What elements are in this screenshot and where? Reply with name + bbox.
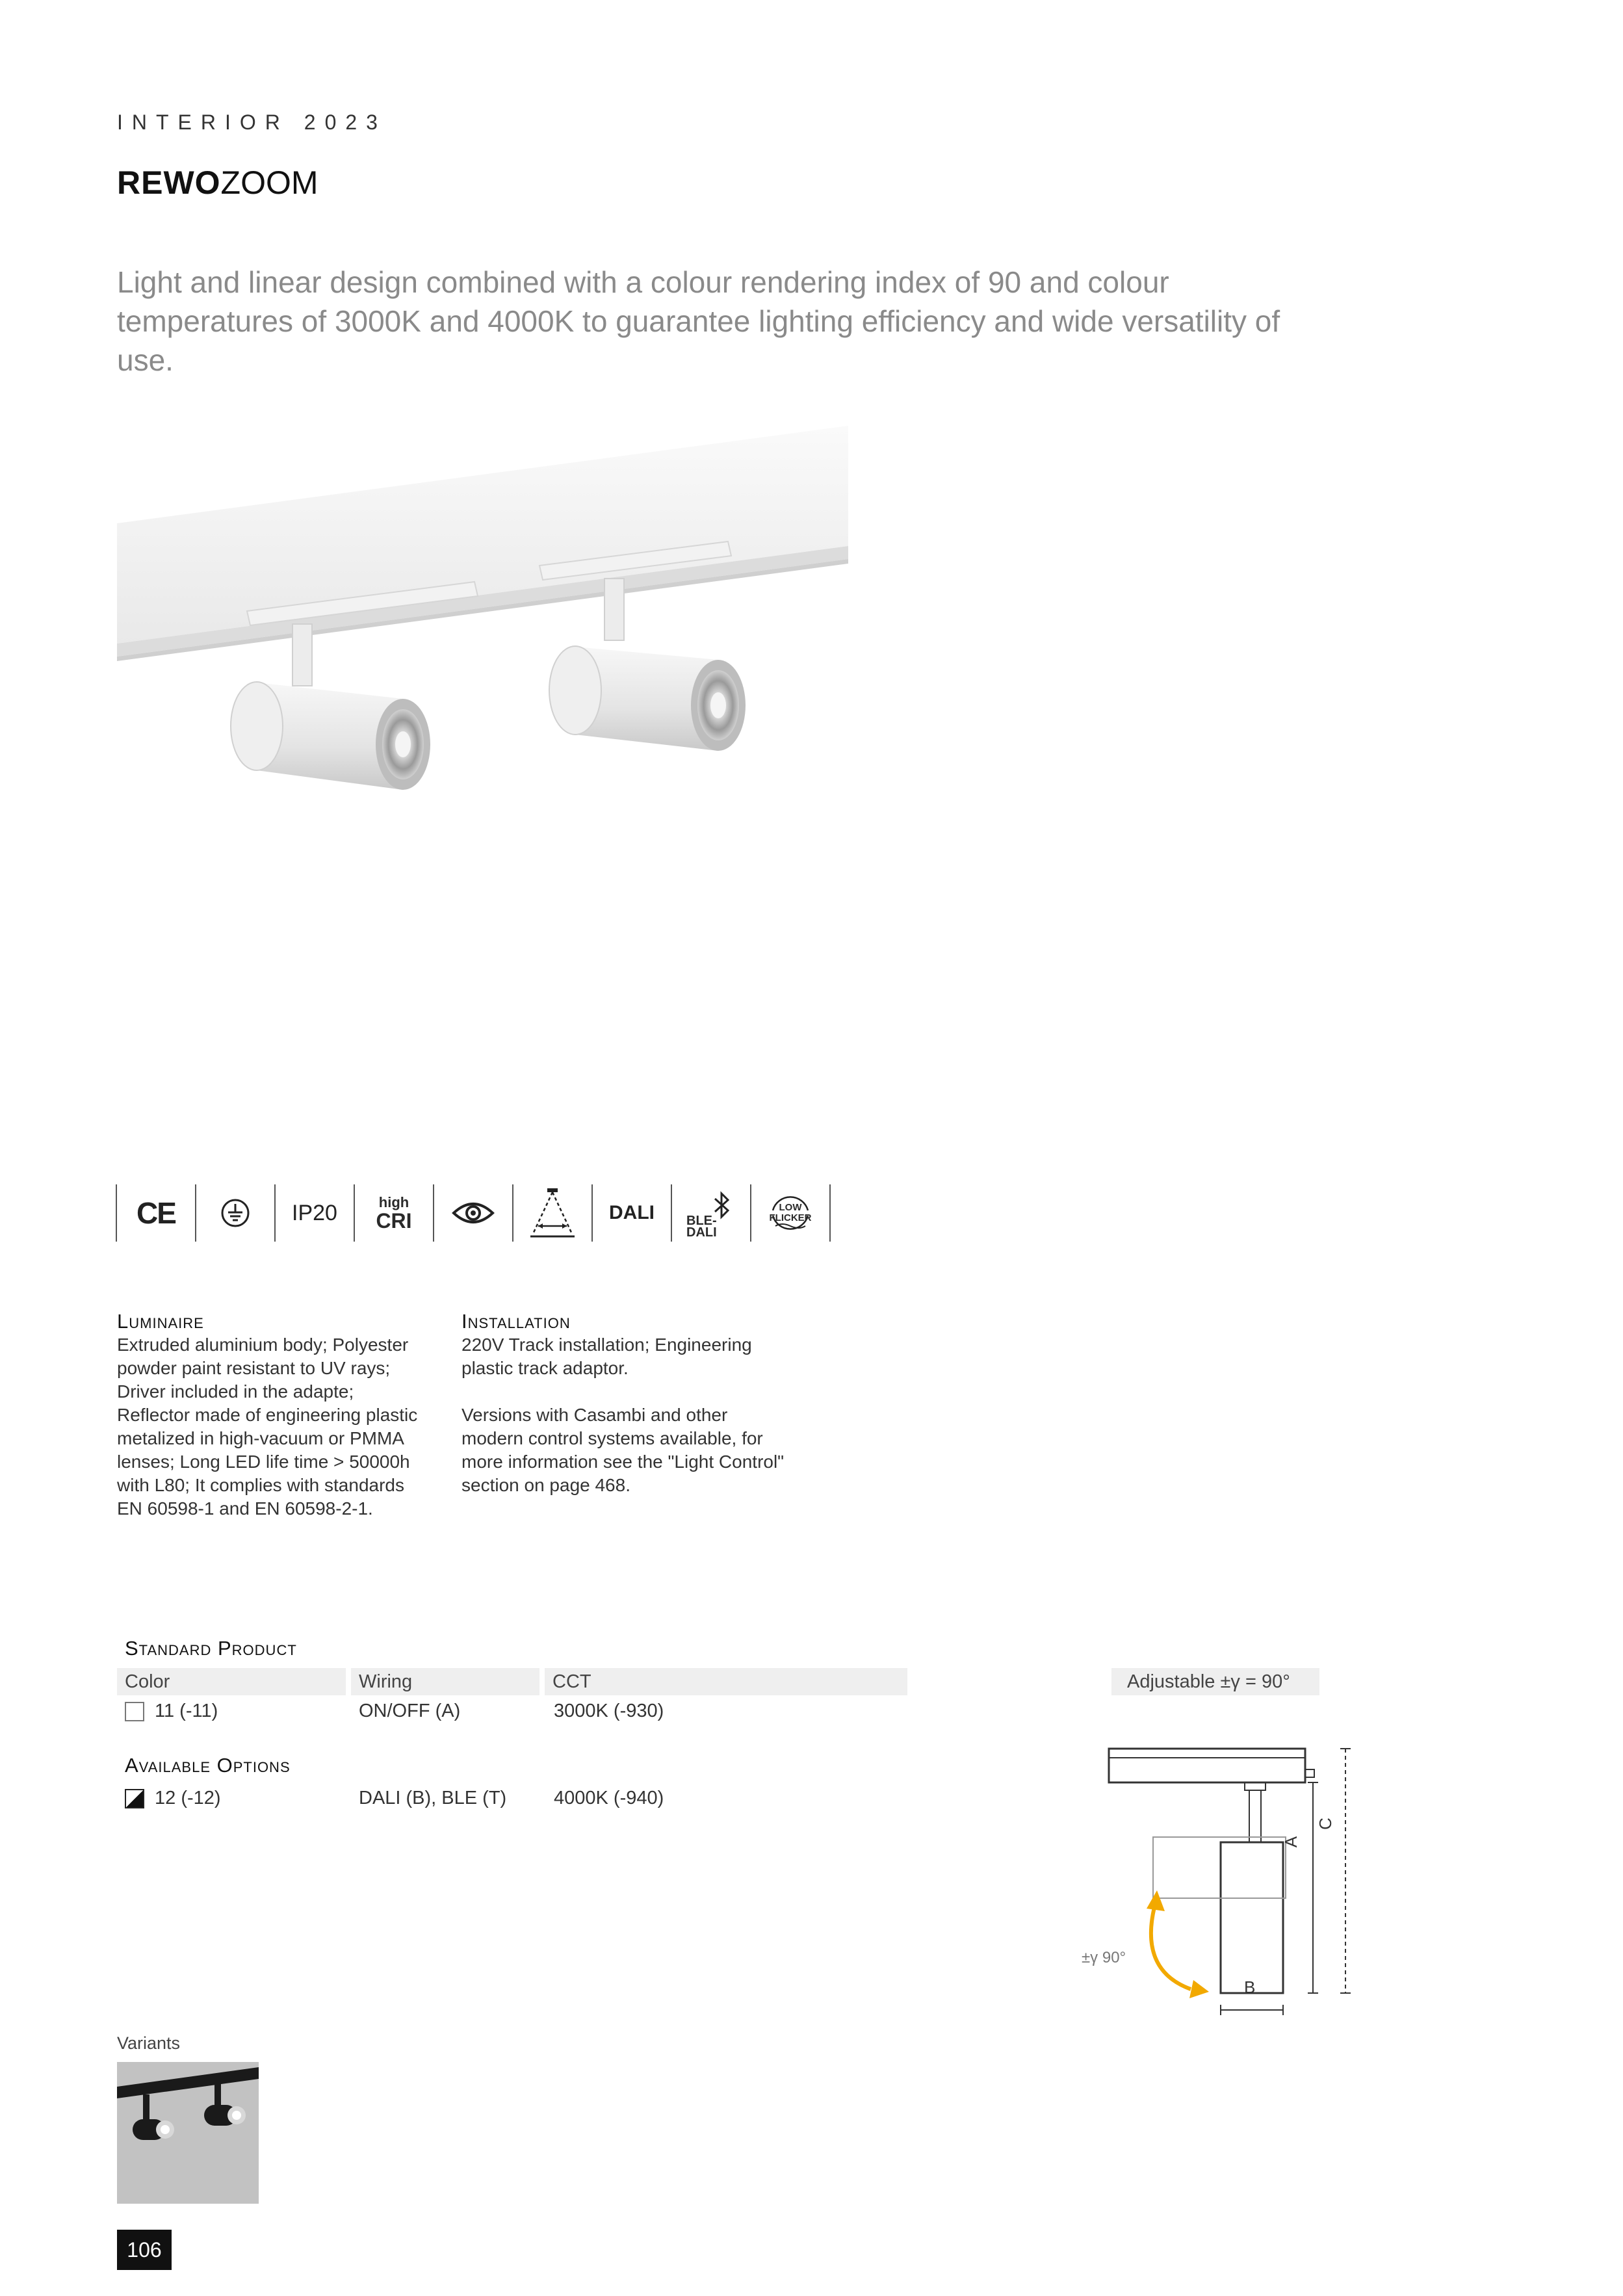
color-swatch-white [125,1702,144,1721]
icon-cell-ble [671,1184,750,1242]
dimension-a-label: A [1281,1836,1301,1848]
product-title-light: ZOOM [220,164,318,201]
high-cri-top: high [378,1194,409,1210]
standard-wiring: ON/OFF (A) [359,1701,461,1721]
product-title-bold: REWO [117,164,221,201]
rotation-angle-label: ±γ 90° [1082,1949,1126,1966]
column-gap [346,1668,351,1695]
low-flicker-bottom: FLICKER [769,1212,812,1223]
adjustable-beam-icon [528,1187,577,1239]
low-flicker-top: LOW [779,1202,802,1213]
dimension-diagram [1079,1729,1365,2015]
standard-color: 11 (-11) [155,1701,218,1721]
dimension-c-label: C [1315,1818,1335,1830]
luminaire-text: Extruded aluminium body; Polyester powder paint resistant to UV rays; Driver included in the adapte; Reflector made of engineering plastic metalized in high-vacuum or PMMA lenses; Long LED life time > 50000h with L80; It complies with standards EN 60598-1 and EN 60598-2-1. [117,1335,418,1519]
icon-cell-flicker [750,1184,831,1242]
dimension-b-label: B [1244,1977,1256,1997]
eye-icon [452,1200,495,1226]
installation-section [461,1310,786,1497]
table-header [117,1668,907,1695]
icon-cell-eye [433,1184,512,1242]
luminaire-heading: Luminaire [117,1310,204,1333]
page-number: 106 [117,2230,172,2270]
icon-cell-dali [591,1184,671,1242]
icon-cell-beam [512,1184,591,1242]
intro-paragraph: Light and linear design combined with a colour rendering index of 90 and colour temperatures of 3000K and 4000K to guarantee lighting efficiency and wide versatility of use. [117,265,1280,377]
high-cri-icon: CRI [376,1209,412,1233]
option-color: 12 (-12) [155,1788,221,1808]
product-title [117,164,318,202]
earth-ground-icon [220,1198,250,1228]
ip-rating-icon: IP20 [292,1200,337,1225]
icon-cell-cri [354,1184,433,1242]
icon-cell-ip [274,1184,354,1242]
ble-dali-top: BLE- [686,1214,717,1228]
available-options-heading: Available Options [125,1754,291,1777]
variants-label: Variants [117,2033,181,2053]
installation-text-2: Versions with Casambi and other modern control systems available, for more information see the "Light Control" section on page 468. [461,1405,785,1495]
icon-cell-ce [116,1184,195,1242]
adjustable-label: Adjustable ±γ = 90° [1111,1668,1319,1695]
ble-dali-icon: DALI [686,1225,717,1240]
variant-black-thumbnail [117,2062,259,2204]
dali-icon: DALI [609,1202,655,1223]
column-gap [539,1668,545,1695]
option-cct: 4000K (-940) [554,1788,664,1808]
luminaire-section [117,1310,429,1520]
catalog-kicker: INTERIOR 2023 [117,111,387,134]
standard-cct: 3000K (-930) [554,1701,664,1721]
installation-text-1: 220V Track installation; Engineering plastic track adaptor. [461,1335,752,1378]
column-cct: CCT [545,1668,907,1695]
icon-cell-ground [195,1184,274,1242]
standard-product-heading: Standard Product [125,1637,297,1660]
column-wiring: Wiring [351,1668,539,1695]
feature-icon-strip [116,1184,831,1243]
option-wiring: DALI (B), BLE (T) [359,1788,507,1808]
installation-heading: Installation [461,1310,571,1333]
product-photo [117,426,848,816]
color-swatch-black [125,1789,144,1808]
column-color: Color [117,1668,346,1695]
ce-mark-icon: CE [136,1196,175,1230]
